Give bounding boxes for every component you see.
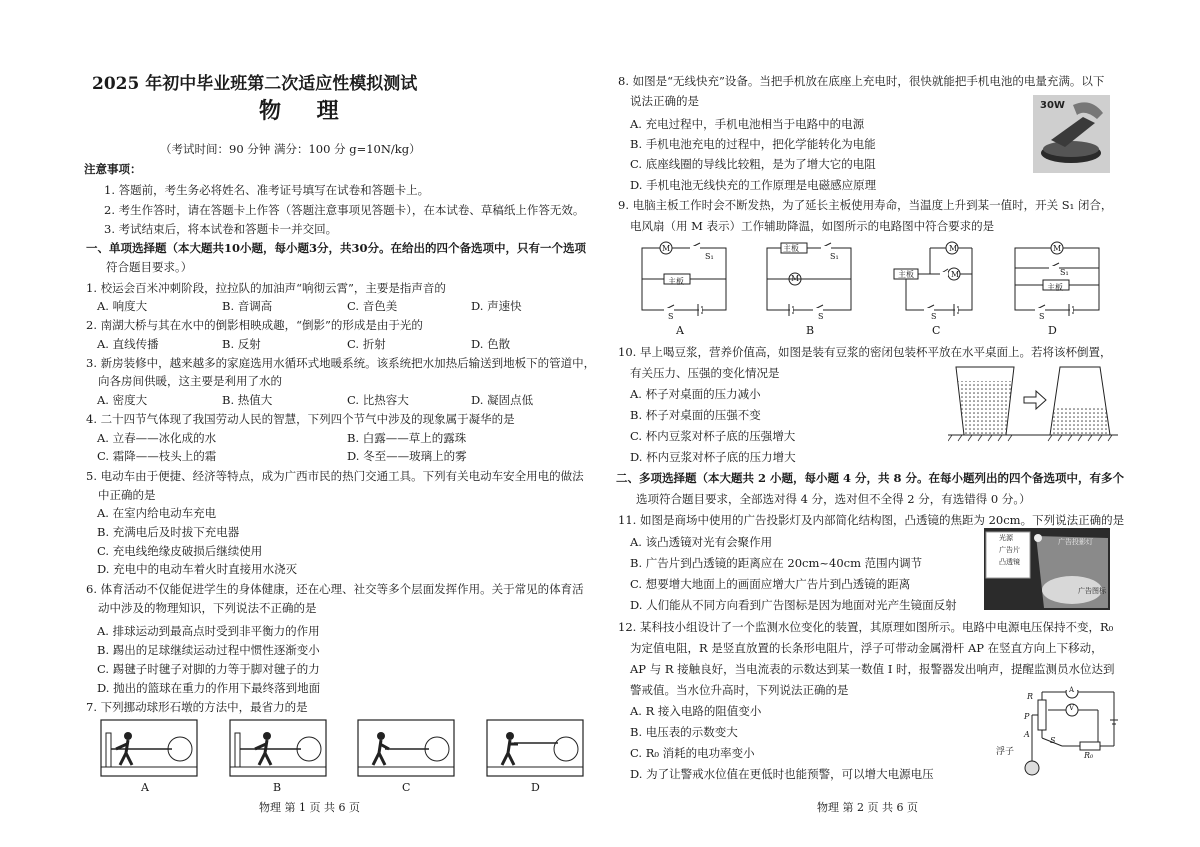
section-heading: 二、多项选择题（本大题共 2 小题，每小题 4 分，共 8 分。在每小题列出的四个备选项中，有多个 — [616, 471, 1125, 485]
question-4: 4. 二十四节气体现了我国劳动人民的智慧，下列四个节气中涉及的现象属于凝华的是 — [86, 412, 515, 426]
question-7: 7. 下列挪动球形石墩的方法中，最省力的是 — [86, 700, 308, 714]
question-9: 9. 电脑主板工作时会不断发热，为了延长主板使用寿命，当温度上升到某一值时，开关 S₁ 闭合， — [618, 198, 1113, 212]
option: C. 音色美 — [347, 299, 398, 313]
option: C. 比热容大 — [347, 393, 409, 407]
fig-label: 广告图标 — [1078, 587, 1106, 595]
option: A. 响度大 — [97, 299, 148, 313]
section-heading-cont: 选项符合题目要求，全部选对得 4 分，选对但不全得 2 分，有选错得 0 分。） — [636, 492, 1031, 506]
switch-label: S₁ — [830, 252, 839, 261]
option: C. 霜降——枝头上的霜 — [97, 449, 217, 463]
motor-label: M — [949, 244, 958, 253]
option: C. 想要增大地面上的画面应增大广告片到凸透镜的距离 — [630, 577, 911, 591]
option: A. 杯子对桌面的压力减小 — [630, 387, 761, 401]
option: A. 密度大 — [97, 393, 148, 407]
switch-label: S₁ — [1060, 268, 1069, 277]
option: D. 声速快 — [471, 299, 522, 313]
board-label: 主板 — [898, 270, 914, 279]
switch-label: S₁ — [705, 252, 714, 261]
switch-label: S — [668, 312, 674, 321]
question-10: 10. 早上喝豆浆，营养价值高，如图是装有豆浆的密闭包装杯平放在水平桌面上。若将该杯倒置， — [618, 345, 1112, 359]
figure-label: D — [531, 781, 540, 794]
exam-title: 2025 年初中毕业班第二次适应性模拟测试 — [92, 74, 418, 94]
q9-circuit-c — [890, 240, 980, 320]
question-5: 5. 电动车由于便捷、经济等特点，成为广西市民的热门交通工具。下列有关电动车安全用电的做法 — [86, 469, 584, 483]
option: B. 踢出的足球继续运动过程中惯性逐渐变小 — [97, 643, 320, 657]
option: C. 充电线绝缘皮破损后继续使用 — [97, 544, 263, 558]
switch-label: S — [931, 312, 937, 321]
fig-label: R — [1027, 692, 1034, 701]
fig-label: 广告投影灯 — [1058, 538, 1093, 546]
notice-item: 3. 考试结束后，将本试卷和答题卡一并交回。 — [104, 222, 338, 236]
q10-cup-figure — [948, 363, 1118, 445]
fig-label: 光源 — [999, 534, 1013, 542]
option: D. 手机电池无线快充的工作原理是电磁感应原理 — [630, 178, 877, 192]
notice-item: 1. 答题前，考生务必将姓名、准考证号填写在试卷和答题卡上。 — [104, 183, 430, 197]
fig-label: A — [1024, 730, 1030, 739]
option: A. 充电过程中，手机电池相当于电路中的电源 — [630, 117, 865, 131]
q9-circuit-a — [640, 240, 730, 320]
question-3-cont: 向各房间供暖，这主要是利用了水的 — [98, 374, 282, 388]
page-footer: 物理 第 1 页 共 6 页 — [259, 801, 360, 814]
question-3: 3. 新房装修中，越来越多的家庭选用水循环式地暖系统。该系统把水加热后输送到地板下的管道中， — [86, 356, 596, 370]
question-2: 2. 南湖大桥与其在水中的倒影相映成趣，“倒影”的形成是由于光的 — [86, 318, 423, 332]
notice-heading: 注意事项： — [84, 162, 142, 176]
q7-figure-b — [229, 719, 327, 777]
question-12-line4: 警戒值。当水位升高时，下列说法正确的是 — [630, 683, 849, 697]
exam-info: （考试时间：90 分钟 满分：100 分 g=10N/kg） — [160, 142, 421, 156]
question-5-cont: 中正确的是 — [98, 488, 156, 502]
question-8: 8. 如图是“无线快充”设备。当把手机放在底座上充电时，很快就能把手机电池的电量充满。以下 — [618, 74, 1105, 88]
float-label: 浮子 — [996, 747, 1015, 757]
figure-label: D — [1048, 324, 1057, 337]
q9-circuit-b — [765, 240, 855, 320]
page-footer: 物理 第 2 页 共 6 页 — [817, 801, 918, 814]
option: D. 冬至——玻璃上的雾 — [347, 449, 467, 463]
option: D. 人们能从不同方向看到广告图标是因为地面对光产生镜面反射 — [630, 598, 957, 612]
option: C. 底座线圈的导线比较粗，是为了增大它的电阻 — [630, 157, 876, 171]
option: A. R 接入电路的阻值变小 — [630, 704, 762, 718]
section-heading: 一、单项选择题（本大题共10小题，每小题3分，共30分。在给出的四个备选项中，只有一个选项 — [86, 241, 587, 255]
fig-label: R₀ — [1084, 751, 1094, 760]
figure-label: B — [273, 781, 282, 794]
section-heading-cont: 符合题目要求。） — [106, 260, 193, 274]
motor-label: M — [951, 270, 960, 279]
figure-label: A — [141, 781, 149, 794]
question-12-line2: 为定值电阻，R 是竖直放置的长条形电阻片，浮子可带动金属滑杆 AP 在竖直方向上下移动， — [630, 641, 1103, 655]
question-12-line3: AP 与 R 接触良好，当电流表的示数达到某一数值 I 时，报警器发出响声，提醒监测员水位达到 — [630, 662, 1115, 676]
motor-label: M — [1053, 244, 1062, 253]
ammeter-label: A — [1069, 686, 1075, 694]
question-6: 6. 体育活动不仅能促进学生的身体健康，还在心理、社交等多个层面发挥作用。关于常见的体育活 — [86, 582, 584, 596]
option: B. 白露——草上的露珠 — [347, 431, 467, 445]
board-label: 主板 — [1047, 283, 1063, 292]
option: D. 抛出的篮球在重力的作用下最终落到地面 — [97, 681, 321, 695]
question-10-cont: 有关压力、压强的变化情况是 — [630, 366, 780, 380]
option: A. 在室内给电动车充电 — [97, 506, 217, 520]
option: C. R₀ 消耗的电功率变小 — [630, 746, 755, 760]
option: B. 电压表的示数变大 — [630, 725, 738, 739]
fig-label: 凸透镜 — [999, 558, 1020, 566]
option: D. 充电中的电动车着火时直接用水浇灭 — [97, 562, 298, 576]
q7-figure-a — [100, 719, 198, 777]
q8-fig-text: 30W — [1040, 100, 1065, 111]
board-label: 主板 — [668, 277, 684, 286]
question-8-cont: 说法正确的是 — [630, 94, 699, 108]
question-12: 12. 某科技小组设计了一个监测水位变化的装置，其原理如图所示。电路中电源电压保持不变，R₀ — [618, 620, 1114, 634]
figure-label: C — [932, 324, 941, 337]
fig-label: S — [1050, 736, 1056, 745]
question-9-cont: 电风扇（用 M 表示）工作辅助降温，如图所示的电路图中符合要求的是 — [630, 219, 995, 233]
switch-label: S — [1039, 312, 1045, 321]
option: B. 广告片到凸透镜的距离应在 20cm~40cm 范围内调节 — [630, 556, 923, 570]
option: C. 折射 — [347, 337, 386, 351]
question-1: 1. 校运会百米冲刺阶段，拉拉队的加油声“响彻云霄”，主要是指声音的 — [86, 281, 446, 295]
fig-label: 广告片 — [999, 546, 1020, 554]
question-6-cont: 动中涉及的物理知识，下列说法不正确的是 — [98, 601, 317, 615]
option: B. 充满电后及时拔下充电器 — [97, 525, 240, 539]
option: C. 杯内豆浆对杯子底的压强增大 — [630, 429, 796, 443]
option: B. 杯子对桌面的压强不变 — [630, 408, 761, 422]
fig-label: P — [1024, 712, 1030, 721]
option: A. 立春——冰化成的水 — [97, 431, 217, 445]
question-11: 11. 如图是商场中使用的广告投影灯及内部简化结构图，凸透镜的焦距为 20cm。下列说法正确的是 — [618, 513, 1125, 527]
option: B. 反射 — [222, 337, 261, 351]
option: A. 直线传播 — [97, 337, 159, 351]
subject-title: 物 理 — [259, 98, 353, 124]
motor-label: M — [662, 244, 671, 253]
figure-label: A — [676, 324, 684, 337]
notice-item: 2. 考生作答时，请在答题卡上作答（答题注意事项见答题卡），在本试卷、草稿纸上作答无效。 — [104, 203, 585, 217]
option: B. 手机电池充电的过程中，把化学能转化为电能 — [630, 137, 876, 151]
option: D. 为了让警戒水位值在更低时也能预警，可以增大电源电压 — [630, 767, 934, 781]
option: C. 踢毽子时毽子对脚的力等于脚对毽子的力 — [97, 662, 320, 676]
page-2 — [600, 0, 1200, 847]
option: D. 色散 — [471, 337, 511, 351]
q7-figure-c — [357, 719, 455, 777]
motor-label: M — [791, 274, 800, 283]
figure-label: C — [402, 781, 411, 794]
option: A. 该凸透镜对光有会聚作用 — [630, 535, 773, 549]
option: D. 杯内豆浆对杯子底的压力增大 — [630, 450, 796, 464]
figure-label: B — [806, 324, 815, 337]
option: B. 音调高 — [222, 299, 273, 313]
switch-label: S — [818, 312, 824, 321]
option: D. 凝固点低 — [471, 393, 534, 407]
option: A. 排球运动到最高点时受到非平衡力的作用 — [97, 624, 320, 638]
voltmeter-label: V — [1069, 704, 1075, 712]
board-label: 主板 — [783, 244, 799, 253]
q7-figure-d — [486, 719, 584, 777]
option: B. 热值大 — [222, 393, 273, 407]
